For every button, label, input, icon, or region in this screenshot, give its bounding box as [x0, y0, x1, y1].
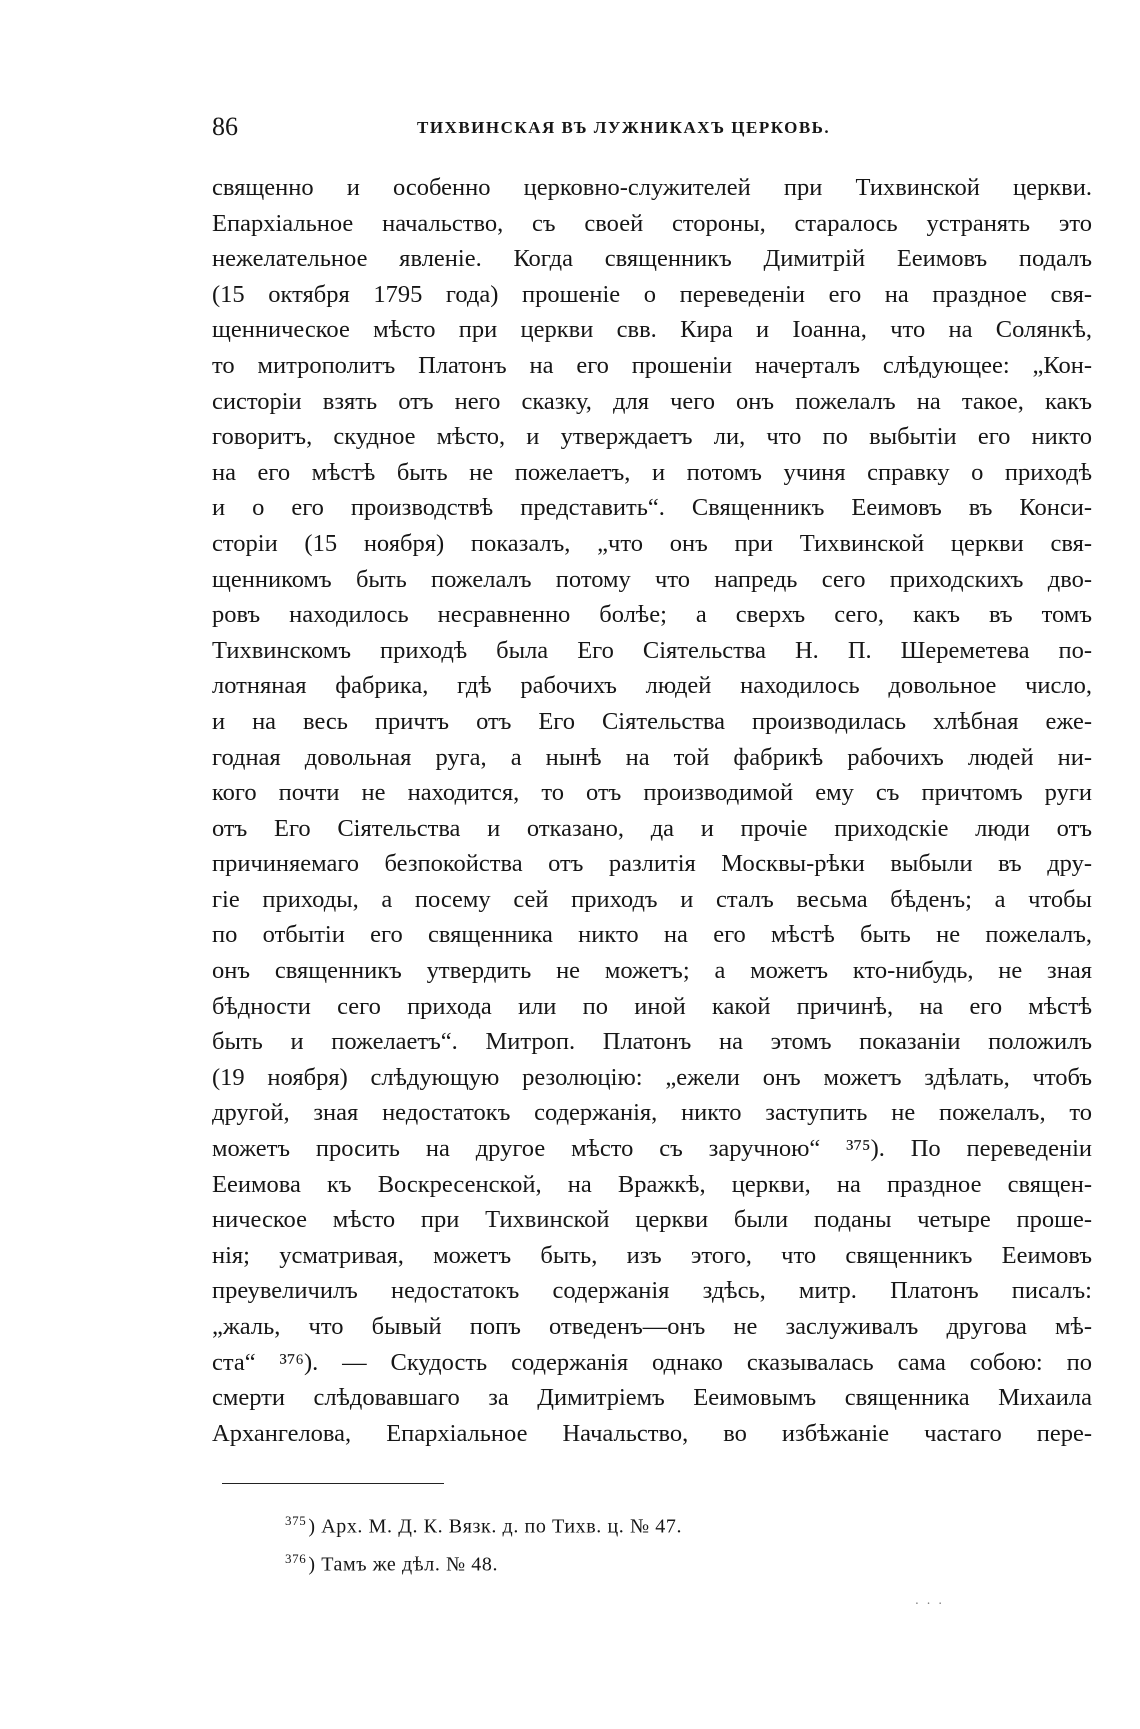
text-line: то митрополитъ Платонъ на его прошеніи начерталъ слѣдующее: „Кон- — [212, 351, 1092, 379]
text-line: Ееимова къ Воскресенской, на Вражкѣ, церкви, на праздное священ- — [212, 1170, 1092, 1198]
body-text — [212, 170, 1092, 1451]
footnote-mark: 375 — [285, 1513, 307, 1528]
text-line: Архангелова, Епархіальное Начальство, во избѣжаніе частаго пере- — [212, 1419, 1092, 1447]
print-specks: . . . — [915, 1593, 945, 1607]
text-line: годная довольная руга, а нынѣ на той фабрикѣ рабочихъ людей ни- — [212, 743, 1092, 771]
footnote-paren: ) — [308, 1515, 316, 1538]
footnote-375 — [285, 1505, 985, 1543]
text-line: систоріи взять отъ него сказку, для чего онъ пожелалъ на такое, какъ — [212, 387, 1092, 415]
text-line: лотняная фабрика, гдѣ рабочихъ людей находилось довольное число, — [212, 672, 1092, 700]
text-line: (19 ноября) слѣдующую резолюцію: „ежели онъ можетъ здѣлать, чтобъ — [212, 1063, 1092, 1091]
text-line: кого почти не находится, то отъ производимой ему съ причтомъ руги — [212, 779, 1092, 807]
text-line: по отбытіи его священника никто на его мѣстѣ быть не пожелалъ, — [212, 921, 1092, 949]
footnotes — [285, 1505, 985, 1580]
text-line: смерти слѣдовавшаго за Димитріемъ Ееимовымъ священника Михаила — [212, 1384, 1092, 1412]
footnote-376 — [285, 1543, 985, 1581]
footnote-divider — [222, 1483, 444, 1484]
text-line: онъ священникъ утвердить не можетъ; а можетъ кто-нибудь, не зная — [212, 957, 1092, 985]
text-line: говоритъ, скудное мѣсто, и утверждаетъ ли, что по выбытіи его никто — [212, 423, 1092, 451]
text-line: быть и пожелаетъ“. Митроп. Платонъ на этомъ показаніи положилъ — [212, 1028, 1092, 1056]
text-line: „жаль, что бывый попъ отведенъ—онъ не заслуживалъ другова мѣ- — [212, 1313, 1092, 1340]
text-line: на его мѣстѣ быть не пожелаетъ, и потомъ учиня справку о приходѣ — [212, 458, 1092, 486]
text-line: (15 октября 1795 года) прошеніе о переведеніи его на праздное свя- — [212, 280, 1092, 308]
text-line: щенническое мѣсто при церкви свв. Кира и Іоанна, что на Солянкѣ, — [212, 316, 1092, 344]
text-line: другой, зная недостатокъ содержанія, никто заступить не пожелалъ, то — [212, 1099, 1092, 1127]
text-line: гіе приходы, а посему сей приходъ и сталъ весьма бѣденъ; а чтобы — [212, 885, 1092, 913]
text-line: нія; усматривая, можетъ быть, изъ этого, что священникъ Ееимовъ — [212, 1241, 1092, 1269]
text-line: причиняемаго безпокойства отъ разлитія Москвы-рѣки выбыли въ дру- — [212, 850, 1092, 878]
text-line: бѣдности сего прихода или по иной какой причинѣ, на его мѣстѣ — [212, 992, 1092, 1020]
footnote-mark: 376 — [285, 1550, 307, 1566]
footnote-text: Тамъ же дѣл. № 48. — [321, 1553, 499, 1576]
footnote-paren: ) — [308, 1553, 316, 1576]
text-line: Епархіальное начальство, съ своей стороны, старалось устранять это — [212, 209, 1092, 237]
running-title: ТИХВИНСКАЯ ВЪ ЛУЖНИКАХЪ ЦЕРКОВЬ. — [417, 118, 831, 137]
text-line: преувеличилъ недостатокъ содержанія здѣсь, митр. Платонъ писалъ: — [212, 1277, 1092, 1305]
running-head — [212, 112, 1092, 152]
text-line: отъ Его Сіятельства и отказано, да и прочіе приходскіе люди отъ — [212, 814, 1092, 842]
text-line: и о его производствѣ представить“. Священникъ Ееимовъ въ Конси- — [212, 494, 1092, 522]
text-line: Тихвинскомъ приходѣ была Его Сіятельства Н. П. Шереметева по- — [212, 636, 1092, 664]
footnote-text: Арх. М. Д. К. Вязк. д. по Тихв. ц. № 47. — [321, 1515, 683, 1538]
text-line: ническое мѣсто при Тихвинской церкви были поданы четыре проше- — [212, 1206, 1092, 1234]
text-line: сторіи (15 ноября) показалъ, „что онъ при Тихвинской церкви свя- — [212, 529, 1092, 557]
text-line: священно и особенно церковно-служителей при Тихвинской церкви. — [212, 174, 1092, 201]
text-line: щенникомъ быть пожелалъ потому что напредь сего приходскихъ дво- — [212, 565, 1092, 593]
text-line: и на весь причтъ отъ Его Сіятельства производилась хлѣбная еже- — [212, 707, 1092, 735]
text-line: ста“ ³⁷⁶). — Скудость содержанія однако сказывалась сама собою: по — [212, 1348, 1092, 1376]
text-line: нежелательное явленіе. Когда священникъ Димитрій Ееимовъ подалъ — [212, 245, 1092, 273]
text-line: ровъ находилось несравненно болѣе; а сверхъ сего, какъ въ томъ — [212, 601, 1092, 629]
page-number: 86 — [212, 112, 238, 141]
text-line: можетъ просить на другое мѣсто съ заручною“ ³⁷⁵). По переведеніи — [212, 1135, 1092, 1163]
